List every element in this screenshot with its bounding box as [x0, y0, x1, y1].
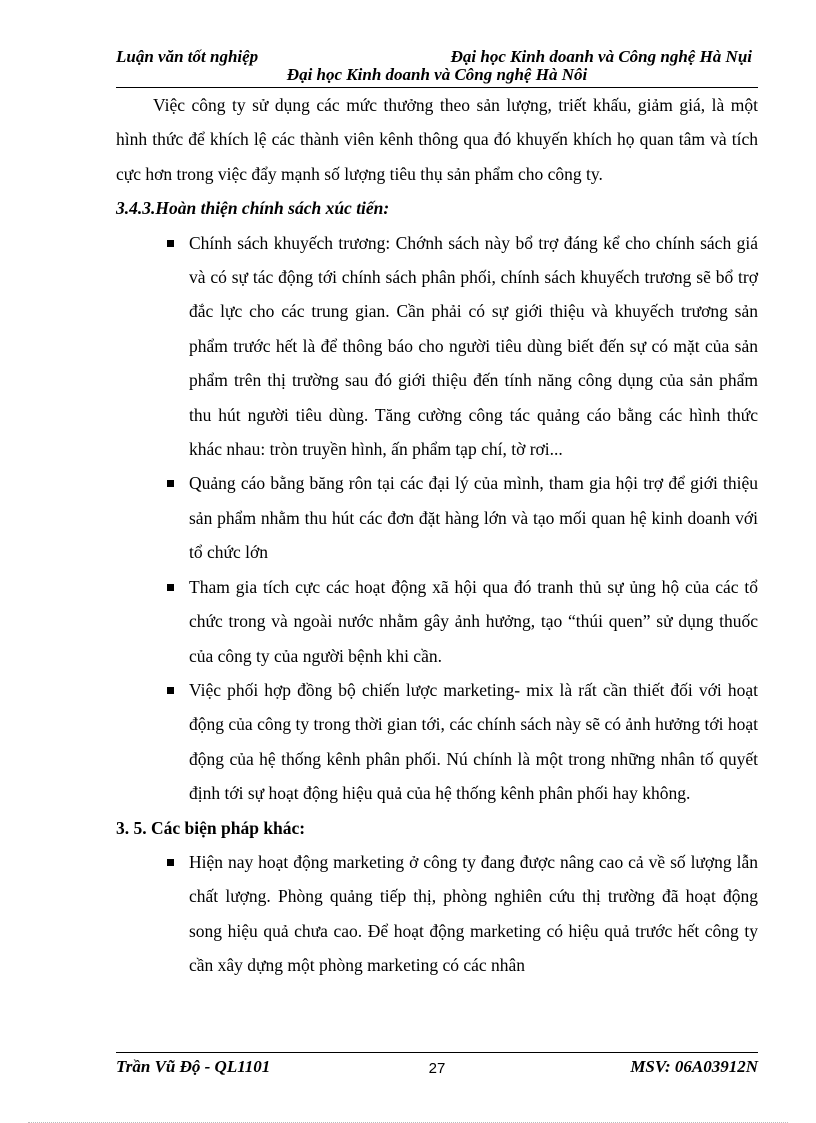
- other-measures-bullet-list: [116, 845, 758, 983]
- list-item-text: Việc phối hợp đồng bộ chiến lược marketing- mix là rất cần thiết đối với hoạt động của công ty trong thời gian tới, các chính sách này sẽ có ảnh hưởng tới hoạt động của hệ thống kênh phân phối. Nú chính là một trong những nhân tố quyết định tới sự hoạt động hiệu quả của hệ thống kênh phân phối hay không.: [189, 679, 758, 804]
- list-item-text: Quảng cáo bằng băng rôn tại các đại lý của mình, tham gia hội trợ để giới thiệu sản phẩm nhằm thu hút các đơn đặt hàng lớn và tạo mối quan hệ kinh doanh với tổ chức lớn: [189, 473, 758, 563]
- list-item: [116, 673, 758, 811]
- list-item: [116, 570, 758, 673]
- list-item-text: Hiện nay hoạt động marketing ở công ty đang được nâng cao cả về số lượng lẫn chất lượng. Phòng quảng tiếp thị, phòng nghiên cứu thị trường đã hoạt động song hiệu quả chưa cao. Để hoạt động marketing có hiệu quả trước hết công ty cần xây dựng một phòng marketing có các nhân: [189, 851, 758, 976]
- square-bullet-icon: [167, 240, 174, 247]
- list-item-text: Chính sách khuyếch trương: Chớnh sách này bổ trợ đáng kể cho chính sách giá và có sự tác động tới chính sách phân phối, chính sách khuyếch trương sẽ bổ trợ đắc lực cho các trung gian. Cần phải có sự giới thiệu và khuyếch trương sản phẩm trước hết là để thông báo cho người tiêu dùng biết đến sự có mặt của sản phẩm trên thị trường sau đó giới thiệu đến tính năng công dụng của sản phẩm thu hút người tiêu dùng. Tăng cường công tác quảng cáo bằng các hình thức khác nhau: tròn truyền hình, ấn phẩm tạp chí, tờ rơi...: [189, 232, 758, 460]
- square-bullet-icon: [167, 859, 174, 866]
- footer-divider: [116, 1052, 758, 1053]
- page-footer: [116, 1057, 758, 1081]
- square-bullet-icon: [167, 584, 174, 591]
- list-item: [116, 466, 758, 569]
- list-item: [116, 845, 758, 983]
- page-body: [116, 88, 758, 983]
- footer-author: Trần Vũ Độ - QL1101: [116, 1057, 271, 1076]
- list-item: [116, 226, 758, 467]
- square-bullet-icon: [167, 687, 174, 694]
- page-header: [116, 44, 758, 88]
- header-left-title: Luận văn tốt nghiệp: [116, 47, 259, 66]
- page-number: 27: [428, 1060, 446, 1077]
- footer-student-id: MSV: 06A03912N: [630, 1057, 758, 1076]
- section-heading-other-measures: 3. 5. Các biện pháp khác:: [116, 817, 306, 838]
- header-center-title: Đại học Kinh doanh và Công nghệ Hà Nôi: [286, 65, 588, 84]
- header-right-title: Đại học Kinh doanh và Công nghệ Hà Nụi: [450, 47, 752, 66]
- section-heading-promotion: 3.4.3.Hoàn thiện chính sách xúc tiến:: [116, 198, 390, 219]
- intro-paragraph: Việc công ty sử dụng các mức thưởng theo sản lượng, triết khấu, giảm giá, là một hình thức để khích lệ các thành viên kênh thông qua đó khuyến khích họ quan tâm và tích cực hơn trong việc đẩy mạnh số lượng tiêu thụ sản phẩm cho công ty.: [116, 95, 758, 184]
- square-bullet-icon: [167, 480, 174, 487]
- list-item-text: Tham gia tích cực các hoạt động xã hội qua đó tranh thủ sự ủng hộ của các tổ chức trong và ngoài nước nhằm gây ảnh hưởng, tạo “thúi quen” sử dụng thuốc của công ty của người bệnh khi cần.: [189, 576, 758, 666]
- promotion-bullet-list: [116, 226, 758, 811]
